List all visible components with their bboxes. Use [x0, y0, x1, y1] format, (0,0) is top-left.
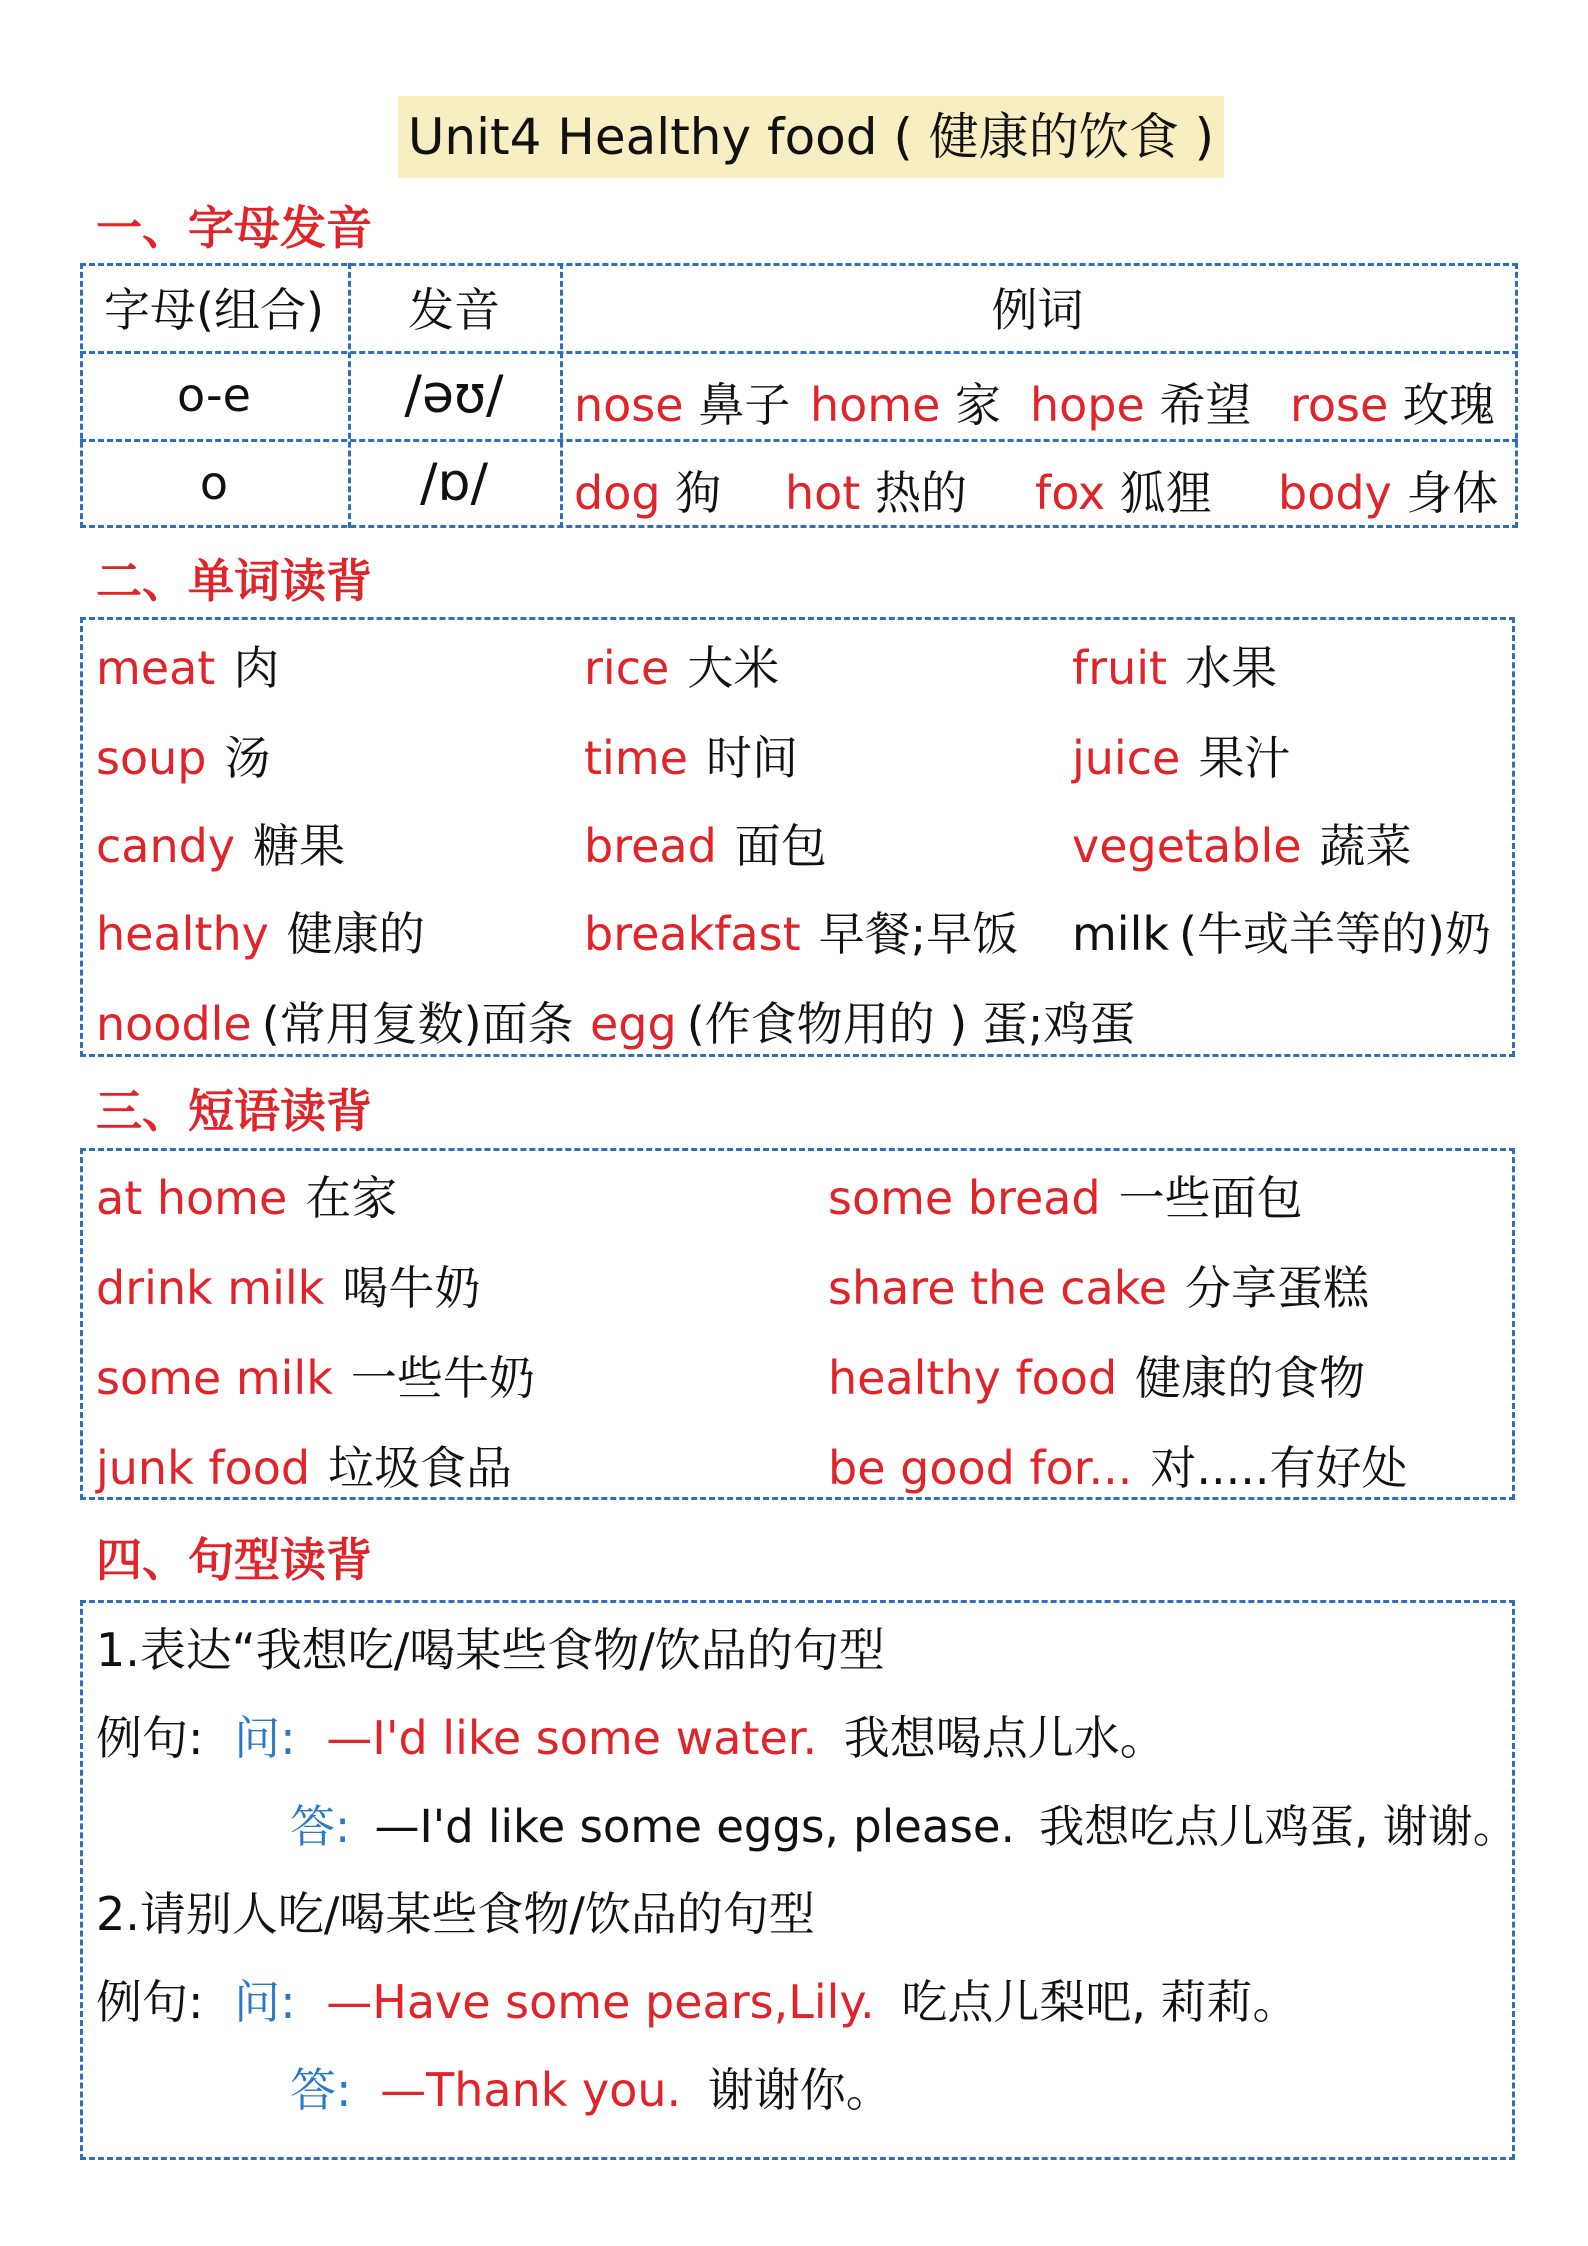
- word-item: milk (牛或羊等的)奶: [1072, 907, 1491, 961]
- word-item: fruit 水果: [1072, 641, 1278, 695]
- word-item: egg (作食物用的 ) 蛋;鸡蛋: [590, 997, 1136, 1051]
- word-item: breakfast 早餐;早饭: [584, 907, 1019, 961]
- header-letter: 字母(组合): [104, 283, 324, 337]
- sound-cell: /əʊ/: [404, 365, 504, 425]
- example-word: body 身体: [1278, 466, 1499, 520]
- word-item: healthy 健康的: [96, 907, 425, 961]
- letter-cell: o-e: [177, 368, 251, 422]
- phrase-item: some bread 一些面包: [828, 1171, 1303, 1225]
- example-sentence-a2: 答: —Thank you. 谢谢你。: [290, 2063, 892, 2117]
- word-item: bread 面包: [584, 819, 827, 873]
- phrase-item: junk food 垃圾食品: [96, 1441, 513, 1495]
- letter-cell: o: [199, 456, 229, 510]
- word-item: soup 汤: [96, 731, 271, 785]
- section-heading-phonics: 一、字母发音: [96, 201, 372, 255]
- example-sentence-a1: 答: —I'd like some eggs, please. 我想吃点儿鸡蛋, 谢谢。: [290, 1800, 1518, 1853]
- example-sentence-q2: 例句: 问: —Have some pears,Lily. 吃点儿梨吧, 莉莉。: [96, 1975, 1299, 2029]
- header-sound: 发音: [408, 283, 500, 337]
- example-word: nose 鼻子: [574, 378, 791, 432]
- example-word: fox 狐狸: [1035, 466, 1212, 520]
- example-word: dog 狗: [574, 466, 722, 520]
- word-item: juice 果汁: [1072, 731, 1291, 785]
- word-item: time 时间: [584, 731, 798, 785]
- word-item: vegetable 蔬菜: [1072, 819, 1412, 873]
- page-title: Unit4 Healthy food ( 健康的饮食 ): [398, 96, 1224, 178]
- example-word: hot 热的: [785, 466, 967, 520]
- section-heading-sentences: 四、句型读背: [96, 1533, 372, 1587]
- section-heading-words: 二、单词读背: [96, 554, 372, 608]
- word-item: meat 肉: [96, 641, 280, 695]
- phonics-table: [80, 263, 1518, 528]
- word-item: noodle (常用复数)面条: [96, 997, 574, 1051]
- example-word: home 家: [810, 378, 1002, 432]
- sound-cell: /ɒ/: [419, 453, 489, 513]
- phrase-item: share the cake 分享蛋糕: [828, 1261, 1370, 1315]
- phrase-item: some milk 一些牛奶: [96, 1351, 535, 1405]
- word-item: rice 大米: [584, 641, 780, 695]
- phrase-item: healthy food 健康的食物: [828, 1351, 1366, 1405]
- example-sentence-q1: 例句: 问: —I'd like some water. 我想喝点儿水。: [96, 1711, 1166, 1765]
- phrase-item: at home 在家: [96, 1171, 398, 1225]
- phrase-item: drink milk 喝牛奶: [96, 1261, 481, 1315]
- pattern-title-1: 1.表达“我想吃/喝某些食物/饮品的句型: [96, 1623, 885, 1677]
- word-item: candy 糖果: [96, 819, 346, 873]
- header-examples: 例词: [991, 283, 1084, 337]
- section-heading-phrases: 三、短语读背: [96, 1084, 372, 1138]
- phrase-item: be good for... 对.....有好处: [828, 1441, 1408, 1495]
- pattern-title-2: 2.请别人吃/喝某些食物/饮品的句型: [96, 1887, 815, 1941]
- example-word: rose 玫瑰: [1290, 378, 1495, 432]
- example-word: hope 希望: [1030, 378, 1252, 432]
